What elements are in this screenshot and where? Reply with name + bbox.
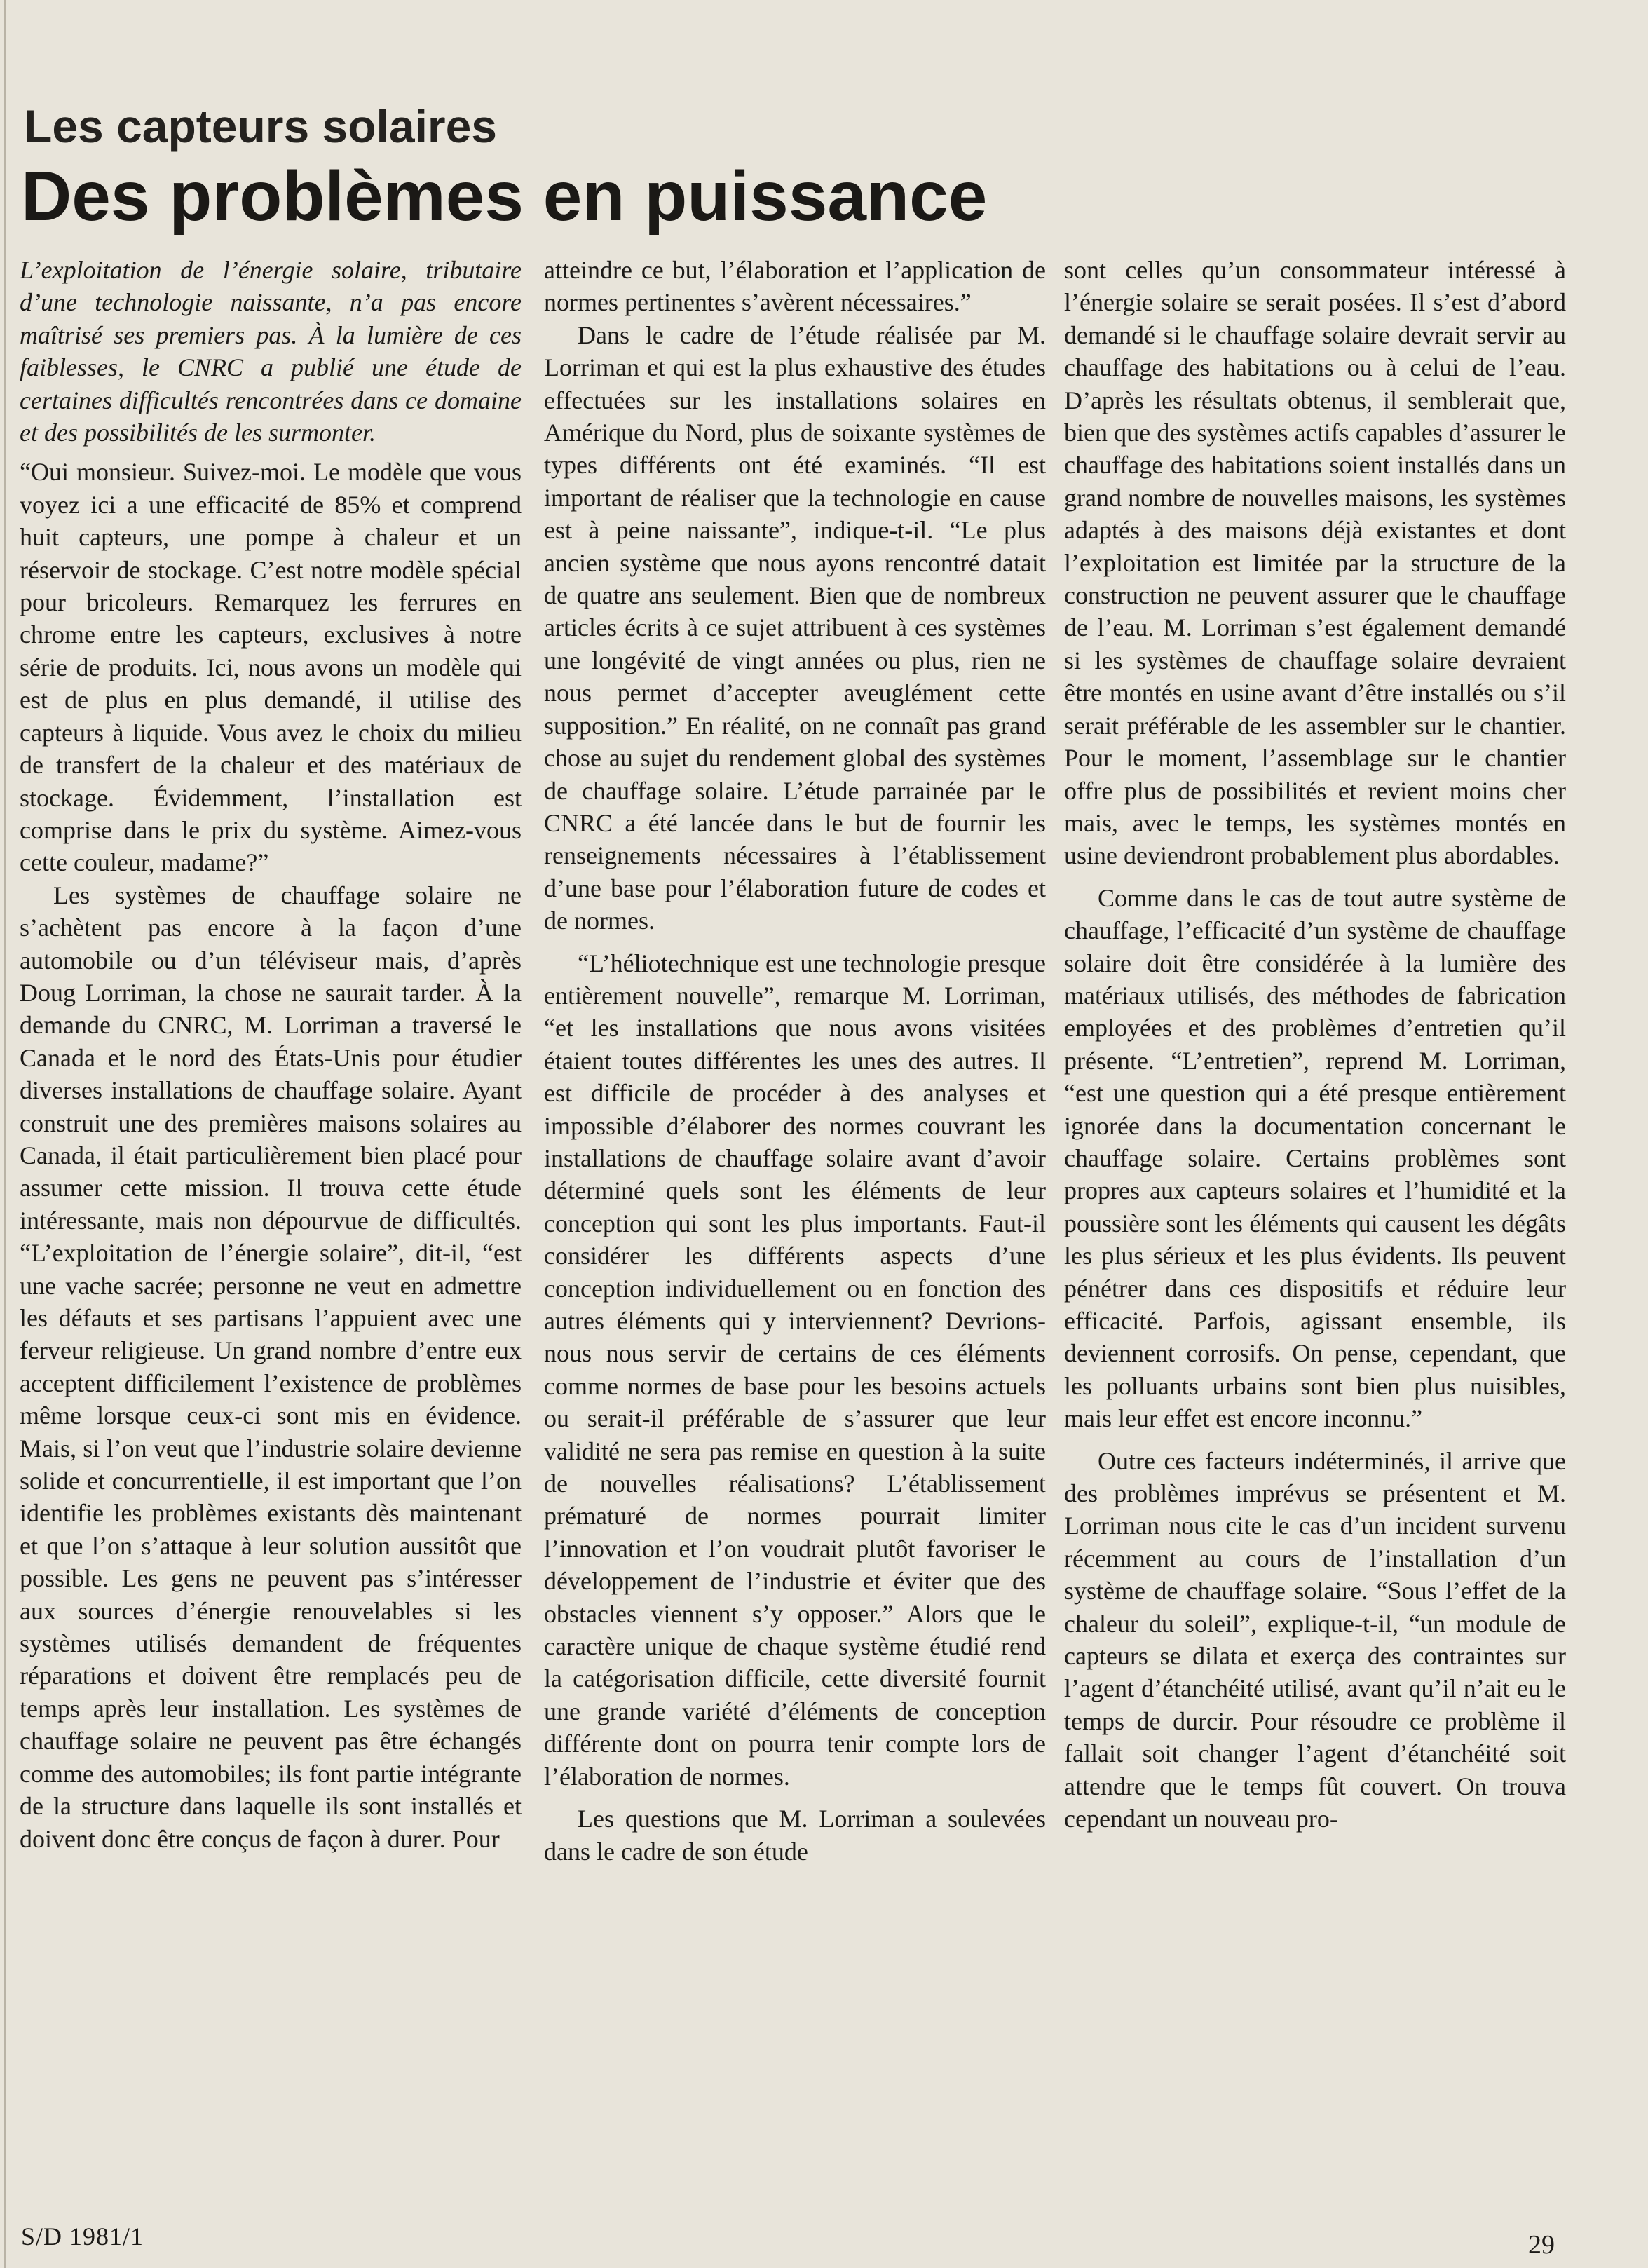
text-column-3: [1064, 254, 1566, 2189]
article-kicker: Les capteurs solaires: [24, 100, 498, 152]
paragraph: Dans le cadre de l’étude réalisée par M. Lorriman et qui est la plus exhaustive des études effectuées sur les installations solaires en Amérique du Nord, plus de soixante systèmes de types différents ont été examinés. “Il est important de réaliser que la technologie en cause est à peine naissante”, indique-t-il. “Le plus ancien système que nous ayons rencontré datait de quatre ans seulement. Bien que de nombreux articles écrits à ce sujet attribuent à ces systèmes une longévité de vingt années ou plus, rien ne nous permet d’accepter aveuglément cette supposition.” En réalité, on ne connaît pas grand chose au sujet du rendement global des systèmes de chauffage solaire. L’étude parrainée par le CNRC a été lancée dans le but de fournir les renseignements nécessaires à l’établissement d’une base pour l’élaboration future de codes et de normes.: [544, 320, 1046, 935]
article-headline: Des problèmes en puissance: [21, 157, 988, 236]
paragraph: atteindre ce but, l’élaboration et l’application de normes pertinentes s’avèrent nécessaires.”: [544, 256, 1046, 317]
text-column-2: [544, 254, 1046, 2189]
issue-label: S/D 1981/1: [21, 2222, 144, 2250]
paragraph: Comme dans le cas de tout autre système de chauffage, l’efficacité d’un système de chauffage solaire doit être considérée à la lumière des matériaux utilisés, des méthodes de fabrication employées et des problèmes d’entretien qu’il présente. “L’entretien”, reprend M. Lorriman, “est une question qui a été presque entièrement ignorée dans la documentation concernant le chauffage solaire. Certains problèmes sont propres aux capteurs solaires et l’humidité et la poussière sont les éléments qui causent les dégâts les plus sérieux et les plus évidents. Ils peuvent pénétrer dans ces dispositifs et réduire leur efficacité. Parfois, agissant ensemble, ils deviennent corrosifs. On pense, cependant, que les polluants urbains sont bien plus nuisibles, mais leur effet est encore inconnu.”: [1064, 883, 1566, 1433]
paragraph: Les questions que M. Lorriman a soulevées dans le cadre de son étude: [544, 1805, 1046, 1866]
page-number: 29: [1528, 2230, 1555, 2260]
paragraph: “L’héliotechnique est une technologie presque entièrement nouvelle”, remarque M. Lorriman, “et les installations que nous avons visitées étaient toutes différentes les unes des autres. Il est difficile de procéder à des analyses et impossible d’élaborer des normes couvrant les installations de chauffage solaire avant d’avoir déterminé quels sont les éléments de leur conception qui sont les plus importants. Faut-il considérer les différents aspects d’une conception individuellement ou en fonction des autres éléments qui y interviennent? Devrions-nous nous servir de certains de ces éléments comme normes de base pour les besoins actuels ou serait-il préférable de s’assurer que leur validité ne sera pas remise en question à la suite de nouvelles réalisations? L’établissement prématuré de normes pourrait limiter l’innovation et l’on voudrait plutôt favoriser le développement de l’industrie et éviter que des obstacles viennent s’y opposer.” Alors que le caractère unique de chaque système étudié rend la catégorisation difficile, cette diversité fournit une grande variété d’éléments de conception différente dont on pourra tenir compte lors de l’élaboration de normes.: [544, 949, 1046, 1791]
text-column-1: [20, 254, 522, 2189]
article-lead: L’exploitation de l’énergie solaire, tributaire d’une technologie naissante, n’a pas encore maîtrisé ses premiers pas. À la lumière de ces faiblesses, le CNRC a publié une étude de certaines difficultés rencontrées dans ce domaine et des possibilités de les surmonter.: [20, 256, 522, 447]
paragraph: sont celles qu’un consommateur intéressé à l’énergie solaire se serait posées. Il s’est d’abord demandé si le chauffage solaire devrait servir au chauffage des habitations ou à celui de l’eau. D’après les résultats obtenus, il semblerait que, bien que des systèmes actifs capables d’assurer le chauffage des habitations soient installés dans un grand nombre de nouvelles maisons, les systèmes adaptés à des maisons déjà existantes et dont l’exploitation est limitée par la structure de la construction ne peuvent assurer que le chauffage de l’eau. M. Lorriman s’est également demandé si les systèmes de chauffage solaire devraient être montés en usine avant d’être installés ou s’il serait préférable de les assembler sur le chantier. Pour le moment, l’assemblage sur le chantier offre plus de possibilités et revient moins cher mais, avec le temps, les systèmes montés en usine deviendront probablement plus abordables.: [1064, 256, 1566, 870]
paragraph: “Oui monsieur. Suivez-moi. Le modèle que vous voyez ici a une efficacité de 85% et comprend huit capteurs, une pompe à chaleur et un réservoir de stockage. C’est notre modèle spécial pour bricoleurs. Remarquez les ferrures en chrome entre les capteurs, exclusives à notre série de produits. Ici, nous avons un modèle qui est de plus en plus demandé, il utilise des capteurs à liquide. Vous avez le choix du milieu de transfert de la chaleur et des matériaux de stockage. Évidemment, l’installation est comprise dans le prix du système. Aimez-vous cette couleur, madame?”: [20, 458, 522, 877]
paragraph: Les systèmes de chauffage solaire ne s’achètent pas encore à la façon d’une automobile ou d’un téléviseur mais, d’après Doug Lorriman, la chose ne saurait tarder. À la demande du CNRC, M. Lorriman a traversé le Canada et le nord des États-Unis pour étudier diverses installations de chauffage solaire. Ayant construit une des premières maisons solaires au Canada, il était particulièrement bien placé pour assumer cette mission. Il trouva cette étude intéressante, mais non dépourvue de difficultés. “L’exploitation de l’énergie solaire”, dit-il, “est une vache sacrée; personne ne veut en admettre les défauts et ses partisans l’appuient avec une ferveur religieuse. Un grand nombre d’entre eux acceptent difficilement l’existence de problèmes même lorsque ceux-ci sont mis en évidence. Mais, si l’on veut que l’industrie solaire devienne solide et concurrentielle, il est important que l’on identifie les problèmes existants dès maintenant et que l’on s’attaque à leur solution aussitôt que possible. Les gens ne peuvent pas s’intéresser aux sources d’énergie renouvelables si les systèmes utilisés demandent de fréquentes réparations et doivent être remplacés peu de temps après leur installation. Les systèmes de chauffage solaire ne peuvent pas être échangés comme des automobiles; ils font partie intégrante de la structure dans laquelle ils sont installés et doivent donc être conçus de façon à durer. Pour: [20, 881, 522, 1853]
page-edge-rule: [4, 0, 6, 2268]
paragraph: Outre ces facteurs indéterminés, il arrive que des problèmes imprévus se présentent et M. Lorriman nous cite le cas d’un incident survenu récemment au cours de l’installation d’un système de chauffage solaire. “Sous l’effet de la chaleur du soleil”, explique-t-il, “un module de capteurs se dilata et exerça des contraintes sur l’agent d’étanchéité utilisé, avant qu’il n’ait eu le temps de durcir. Pour résoudre ce problème il fallait soit changer l’agent d’étanchéité soit attendre que le temps fût couvert. On trouva cependant un nouveau pro-: [1064, 1446, 1566, 1833]
